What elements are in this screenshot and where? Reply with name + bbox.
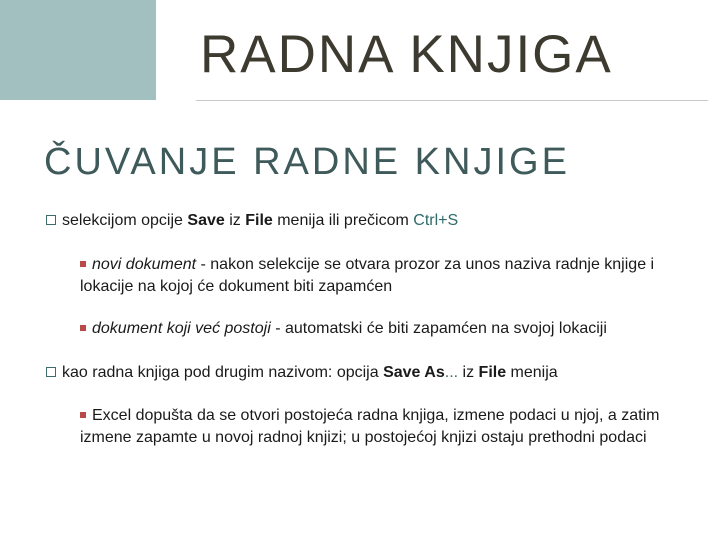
subbullet-new-document <box>80 254 690 298</box>
file-keyword: File <box>478 364 507 381</box>
square-bullet-icon <box>80 261 86 267</box>
bullet-text: menija ili prečicom <box>272 212 414 229</box>
shortcut-keyword: Ctrl+S <box>413 212 459 229</box>
subbullet-text: - automatski će biti zapamćen na svojoj lokaciji <box>270 320 607 337</box>
checkbox-bullet-icon <box>46 215 56 225</box>
slide-heading: ČUVANJE RADNE KNJIGE <box>44 141 570 183</box>
save-keyword: Save <box>187 212 225 229</box>
checkbox-bullet-icon <box>46 367 56 377</box>
subbullet-text: - nakon selekcije se otvara prozor za unos naziva radnje knjige i lokacije na kojoj će dokument biti zapamćen <box>80 256 655 295</box>
bullet-save-as <box>46 362 558 384</box>
bullet-text: kao radna knjiga pod drugim nazivom: opcija <box>62 364 384 381</box>
square-bullet-icon <box>80 412 86 418</box>
bullet-text: menija <box>506 364 558 381</box>
save-as-keyword: Save As <box>383 364 445 381</box>
accent-block <box>0 0 156 100</box>
ellipsis: ... <box>444 364 459 381</box>
square-bullet-icon <box>80 325 86 331</box>
subbullet-existing-document <box>80 318 607 340</box>
term-new-document: novi dokument <box>92 256 197 273</box>
deck-title: RADNA KNJIGA <box>200 25 613 84</box>
bullet-save <box>46 210 458 232</box>
bullet-text: iz <box>458 364 479 381</box>
title-divider <box>196 100 708 101</box>
file-keyword: File <box>245 212 273 229</box>
bullet-text: selekcijom opcije <box>62 212 188 229</box>
subbullet-excel <box>80 405 700 449</box>
subbullet-text: Excel dopušta da se otvori postojeća radna knjiga, izmene podaci u njoj, a zatim izmene zapamte u novoj radnoj knjizi; u postojećoj knjizi ostaju prethodni podaci <box>80 407 660 446</box>
term-existing-document: dokument koji već postoji <box>92 320 271 337</box>
bullet-text: iz <box>224 212 246 229</box>
